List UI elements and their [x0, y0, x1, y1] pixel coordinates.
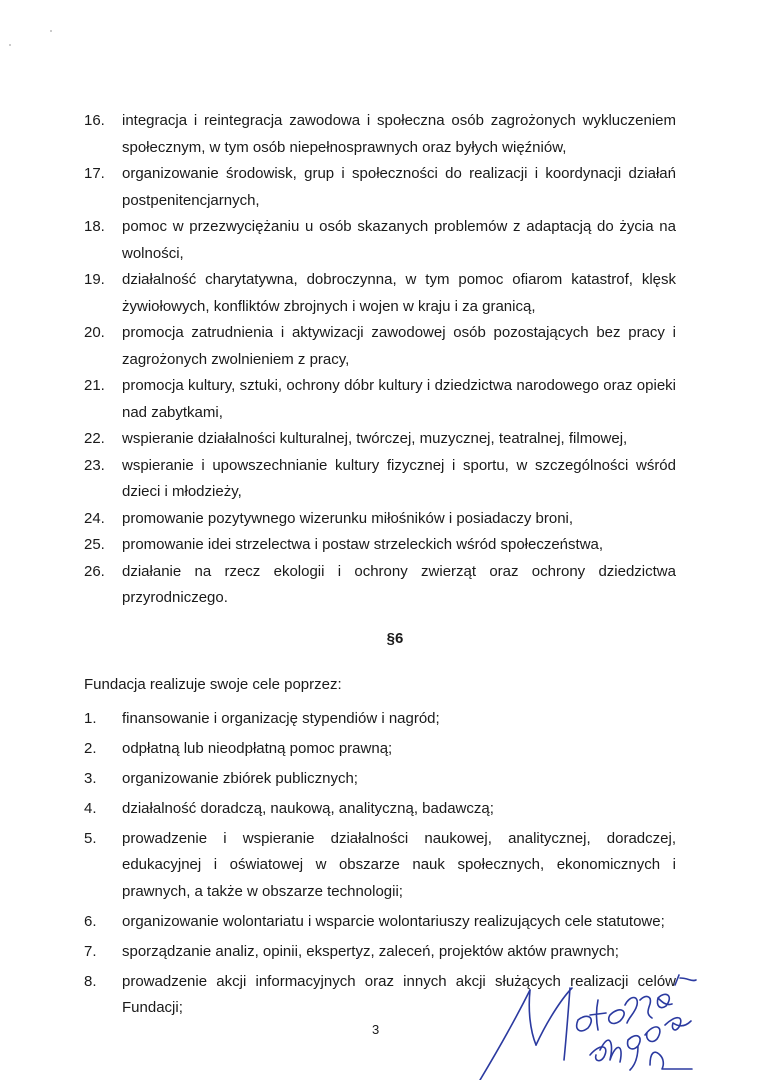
list-item — [84, 532, 676, 559]
section-intro: Fundacja realizuje swoje cele poprzez: — [84, 675, 342, 693]
list-item-number: 24. — [84, 509, 105, 527]
list-item-text: promowanie idei strzelectwa i postaw strzeleckich wśród społeczeństwa, — [122, 536, 604, 553]
list-item-text: promocja zatrudnienia i aktywizacji zawodowej osób pozostających bez pracy i zagrożonych zwolnieniem z pracy, — [122, 324, 676, 368]
list-item — [84, 373, 676, 426]
list-item-number: 7. — [84, 942, 97, 960]
list-item — [84, 826, 676, 906]
page-number: 3 — [372, 1022, 380, 1037]
list-item-number: 1. — [84, 709, 97, 727]
list-item-number: 4. — [84, 799, 97, 817]
list-item-text: prowadzenie akcji informacyjnych oraz innych akcji służących realizacji celów Fundacji; — [122, 972, 676, 1016]
list-item — [84, 453, 676, 506]
list-item-number: 2. — [84, 739, 97, 757]
list-item-number: 16. — [84, 112, 105, 129]
list-item-number: 5. — [84, 829, 97, 847]
list-item-text: działanie na rzecz ekologii i ochrony zwierząt oraz ochrony dziedzictwa przyrodniczego. — [122, 562, 676, 606]
list-item-number: 25. — [84, 536, 105, 553]
list-item-text: organizowanie zbiórek publicznych; — [122, 769, 358, 787]
list-item — [84, 214, 676, 267]
list-item-text: integracja i reintegracja zawodowa i społeczna osób zagrożonych wykluczeniem społecznym, w tym osób niepełnosprawnych oraz byłych więźniów, — [122, 112, 676, 156]
page-content — [84, 108, 676, 1025]
list-item — [84, 909, 676, 936]
list-item-number: 18. — [84, 218, 105, 235]
scan-speck — [50, 30, 52, 32]
list-item-text: działalność doradczą, naukową, analityczną, badawczą; — [122, 799, 494, 817]
list-item-text: wspieranie działalności kulturalnej, twórczej, muzycznej, teatralnej, filmowej, — [122, 430, 628, 447]
list-item-text: wspieranie i upowszechnianie kultury fizycznej i sportu, w szczególności wśród dzieci i młodzieży, — [122, 456, 676, 500]
list-item — [84, 559, 676, 612]
list-item-text: promocja kultury, sztuki, ochrony dóbr kultury i dziedzictwa narodowego oraz opieki nad zabytkami, — [122, 377, 676, 421]
list-item-number: 19. — [84, 271, 105, 288]
list-item-number: 20. — [84, 324, 105, 341]
list-item-text: działalność charytatywna, dobroczynna, w tym pomoc ofiarom katastrof, klęsk żywiołowych, konfliktów zbrojnych i wojen w kraju i za granicą, — [122, 271, 676, 315]
list-item-text: organizowanie wolontariatu i wsparcie wolontariuszy realizujących cele statutowe; — [122, 912, 665, 930]
list-item — [84, 796, 676, 823]
list-item-number: 26. — [84, 562, 105, 580]
list-item-text: pomoc w przezwyciężaniu u osób skazanych problemów z adaptacją do życia na wolności, — [122, 218, 676, 262]
list-item-number: 3. — [84, 769, 97, 787]
list-item — [84, 108, 676, 161]
list-item — [84, 320, 676, 373]
section-heading: §6 — [386, 629, 404, 647]
list-item-number: 8. — [84, 972, 97, 990]
list-item — [84, 706, 676, 733]
list-item-text: odpłatną lub nieodpłatną pomoc prawną; — [122, 739, 393, 757]
list-item-number: 22. — [84, 430, 105, 447]
list-item-text: organizowanie środowisk, grup i społeczności do realizacji i koordynacji działań postpenitencjarnych, — [122, 165, 676, 209]
list-item — [84, 736, 676, 763]
list-item-text: finansowanie i organizację stypendiów i nagród; — [122, 709, 440, 727]
list-item — [84, 426, 676, 453]
scan-speck — [9, 44, 11, 46]
list-item — [84, 766, 676, 793]
list-item-number: 21. — [84, 377, 105, 394]
list-item-text: sporządzanie analiz, opinii, ekspertyz, zaleceń, projektów aktów prawnych; — [122, 942, 619, 960]
list-item — [84, 267, 676, 320]
list-item-text: prowadzenie i wspieranie działalności naukowej, analitycznej, doradczej, edukacyjnej i oświatowej w obszarze nauk społecznych, ekonomicznych i prawnych, a także w obszarze technologii; — [122, 829, 676, 900]
list-item — [84, 161, 676, 214]
goals-list — [84, 108, 676, 612]
list-item-number: 6. — [84, 912, 97, 930]
list-item-text: promowanie pozytywnego wizerunku miłośników i posiadaczy broni, — [122, 509, 574, 527]
list-item-number: 23. — [84, 456, 105, 474]
handwritten-signature — [470, 960, 720, 1080]
list-item — [84, 506, 676, 533]
list-item-number: 17. — [84, 165, 105, 182]
